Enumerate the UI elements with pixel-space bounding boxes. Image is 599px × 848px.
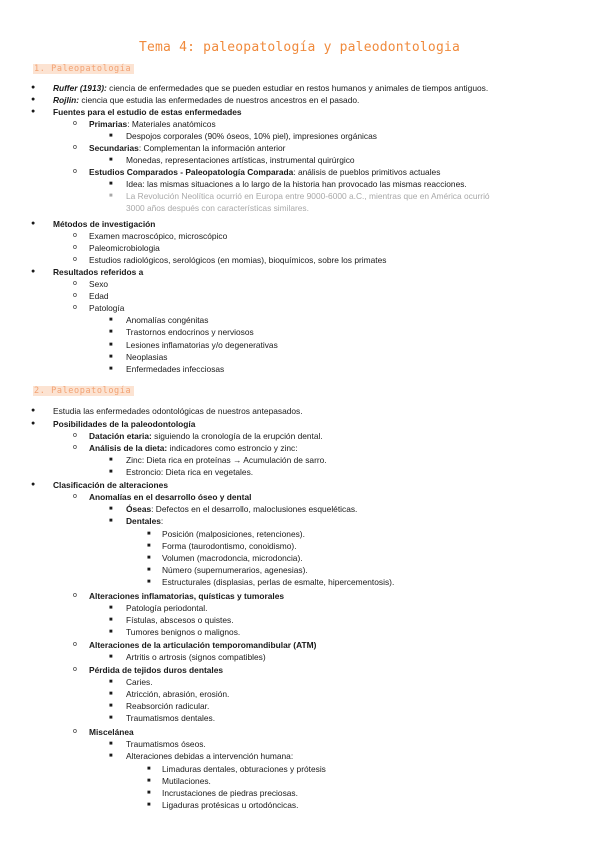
list-item-text: : Defectos en el desarrollo, maloclusiones esqueléticas. <box>151 504 358 514</box>
list-item-level-3 <box>126 154 355 166</box>
bullet-marker: ■ <box>147 555 151 561</box>
bullet-marker: ■ <box>147 531 151 537</box>
list-item-level-3 <box>126 503 357 515</box>
list-item-text: Traumatismos dentales. <box>126 713 216 723</box>
list-item-text: Análisis de la dieta: <box>89 443 168 453</box>
list-item-level-3 <box>126 700 209 712</box>
bullet-marker: ■ <box>147 579 151 585</box>
bullet-marker: o <box>73 232 77 239</box>
bullet-marker: o <box>73 144 77 151</box>
list-item-level-3 <box>126 190 490 202</box>
bullet-marker: o <box>73 641 77 648</box>
bullet-marker: ■ <box>109 366 113 372</box>
list-item-level-1 <box>53 479 168 491</box>
list-item-level-4 <box>162 775 211 787</box>
list-item-level-2 <box>89 430 323 442</box>
list-item-level-3 <box>126 454 327 466</box>
list-item-level-3 <box>126 515 163 527</box>
bullet-marker: ● <box>31 84 36 91</box>
list-item-level-3 <box>126 326 254 338</box>
list-item-text: : Complementan la información anterior <box>138 143 286 153</box>
list-item-level-4 <box>162 787 298 799</box>
list-item-level-4 <box>162 576 394 588</box>
bullet-marker: ■ <box>109 679 113 685</box>
list-item-level-3 <box>126 738 206 750</box>
list-item-text: Paleomicrobiologia <box>89 243 160 253</box>
list-item-text: Lesiones inflamatorias y/o degenerativas <box>126 340 278 350</box>
list-item-text: Primarias <box>89 119 128 129</box>
list-item-level-2 <box>89 664 223 676</box>
list-item-level-2 <box>89 166 440 178</box>
list-item-level-3 <box>126 178 467 190</box>
bullet-marker: ■ <box>109 354 113 360</box>
bullet-marker: ■ <box>109 506 113 512</box>
list-item-text: Ruffer (1913): <box>53 83 107 93</box>
bullet-marker: ■ <box>109 469 113 475</box>
list-item-text: Examen macroscópico, microscópico <box>89 231 228 241</box>
list-item-text: Rojlin: <box>53 95 80 105</box>
bullet-marker: ● <box>31 96 36 103</box>
list-item-text: Patología periodontal. <box>126 603 208 613</box>
list-item-level-2 <box>89 590 284 602</box>
section-number: 1. <box>34 64 46 74</box>
list-item-text: : análisis de pueblos primitivos actuales <box>293 167 441 177</box>
list-item-level-2 <box>89 491 251 503</box>
list-item-level-2 <box>89 726 134 738</box>
list-item-text: Artritis o artrosis (signos compatibles) <box>126 652 266 662</box>
list-item-text: Neoplasias <box>126 352 168 362</box>
bullet-marker: ■ <box>109 691 113 697</box>
section-label: Paleopatología <box>51 386 132 396</box>
list-item-text: Atricción, abrasión, erosión. <box>126 689 230 699</box>
list-item-level-3 <box>126 614 234 626</box>
bullet-marker: ■ <box>109 181 113 187</box>
list-item-level-1 <box>53 106 242 118</box>
list-item-text: Edad <box>89 291 109 301</box>
list-item-text: Clasificación de alteraciones <box>53 480 168 490</box>
list-item-text: Ligaduras protésicas u ortodóncicas. <box>162 800 299 810</box>
list-item-level-3 <box>126 651 266 663</box>
list-item-level-3 <box>126 688 229 700</box>
list-item-text: Datación etaria: <box>89 431 152 441</box>
bullet-marker: o <box>73 244 77 251</box>
list-item-level-1 <box>53 266 143 278</box>
list-item-text: Dentales <box>126 516 161 526</box>
list-item-text: Reabsorción radicular. <box>126 701 210 711</box>
list-item-level-3 <box>126 712 215 724</box>
bullet-marker: o <box>73 292 77 299</box>
list-item-text: Alteraciones debidas a intervención humana: <box>126 751 294 761</box>
list-item-level-2 <box>89 242 160 254</box>
list-item-level-2 <box>89 254 386 266</box>
bullet-marker: ■ <box>109 317 113 323</box>
list-item-level-3 <box>126 676 153 688</box>
bullet-marker: ■ <box>109 329 113 335</box>
list-item-level-1 <box>53 405 303 417</box>
bullet-marker: ● <box>31 268 36 275</box>
list-item-text: Idea: las mismas situaciones a lo largo de la historia han provocado las mismas reacciones. <box>126 179 467 189</box>
list-item-text: siguiendo la cronología de la erupción dental. <box>151 431 323 441</box>
list-item-text: Métodos de investigación <box>53 219 156 229</box>
list-item-level-4 <box>162 564 308 576</box>
list-item-text: 3000 años después con características similares. <box>126 203 309 213</box>
section-label: Paleopatología <box>51 64 132 74</box>
list-item-text: Zinc: Dieta rica en proteínas → Acumulación de sarro. <box>126 455 327 465</box>
bullet-marker: ■ <box>109 457 113 463</box>
list-item-text: Tumores benignos o malignos. <box>126 627 241 637</box>
bullet-marker: ■ <box>109 715 113 721</box>
list-item-level-1 <box>53 418 195 430</box>
list-item-text: Forma (taurodontismo, conoidismo). <box>162 541 297 551</box>
list-item-level-2 <box>89 442 298 454</box>
list-item-level-4 <box>162 540 297 552</box>
list-item-text: Resultados referidos a <box>53 267 144 277</box>
bullet-marker: ● <box>31 420 36 427</box>
list-item-level-3 <box>126 314 208 326</box>
bullet-marker: ■ <box>109 654 113 660</box>
list-item-text: Trastornos endocrinos y nerviosos <box>126 327 254 337</box>
section-heading-2 <box>33 386 134 396</box>
list-item-text: : <box>160 516 164 526</box>
list-item-text: ciencia que estudia las enfermedades de nuestros ancestros en el pasado. <box>79 95 360 105</box>
list-item-text: Fuentes para el estudio de estas enfermedades <box>53 107 242 117</box>
page-title: Tema 4: paleopatología y paleodontologia <box>138 40 461 55</box>
list-item-text: Miscelánea <box>89 727 134 737</box>
list-item-level-3 <box>126 626 240 638</box>
bullet-marker: ● <box>31 108 36 115</box>
bullet-marker: ● <box>31 407 36 414</box>
list-item-level-2 <box>89 118 216 130</box>
bullet-marker: ■ <box>109 157 113 163</box>
list-item-text: Despojos corporales (90% óseos, 10% piel), impresiones orgánicas <box>126 131 377 141</box>
list-item-level-2 <box>89 142 285 154</box>
list-item-level-4 <box>162 552 303 564</box>
list-item-text: Fístulas, abscesos o quistes. <box>126 615 234 625</box>
bullet-marker: o <box>73 304 77 311</box>
list-item-level-3 <box>126 750 293 762</box>
list-item-level-1 <box>53 94 359 106</box>
bullet-marker: o <box>73 120 77 127</box>
list-item-level-1 <box>53 218 155 230</box>
bullet-marker: o <box>73 168 77 175</box>
bullet-marker: ■ <box>109 133 113 139</box>
list-item-text: Estudia las enfermedades odontológicas de nuestros antepasados. <box>53 406 303 416</box>
bullet-marker: o <box>73 444 77 451</box>
list-item-level-3 <box>126 130 377 142</box>
list-item-text: Alteraciones de la articulación temporomandibular (ATM) <box>89 640 317 650</box>
list-item-text: Volumen (macrodoncia, microdoncia). <box>162 553 303 563</box>
list-item-text: Alteraciones inflamatorias, quísticas y tumorales <box>89 591 285 601</box>
list-item-level-3 <box>126 363 224 375</box>
list-item-text: Número (supernumerarios, agenesias). <box>162 565 308 575</box>
list-item-level-3 <box>126 351 167 363</box>
list-item-level-3 <box>126 339 278 351</box>
list-item-text: Limaduras dentales, obturaciones y prótesis <box>162 764 326 774</box>
section-number: 2. <box>34 386 46 396</box>
bullet-marker: o <box>73 256 77 263</box>
list-item-text: Secundarias <box>89 143 139 153</box>
bullet-marker: o <box>73 280 77 287</box>
list-item-text: indicadores como estroncio y zinc: <box>167 443 298 453</box>
list-item-text: Caries. <box>126 677 153 687</box>
bullet-marker: ■ <box>109 617 113 623</box>
bullet-marker: o <box>73 728 77 735</box>
list-item-level-2 <box>89 290 109 302</box>
section-heading-1 <box>33 64 134 74</box>
list-item-level-2 <box>89 278 108 290</box>
list-item-level-2 <box>89 639 316 651</box>
list-item-text: Enfermedades infecciosas <box>126 364 225 374</box>
list-item-level-2 <box>89 230 227 242</box>
bullet-marker: ■ <box>109 703 113 709</box>
list-item-text: Estudios radiológicos, serológicos (en momias), bioquímicos, sobre los primates <box>89 255 387 265</box>
list-item-text: Anomalías congénitas <box>126 315 209 325</box>
list-item-level-1 <box>53 82 488 94</box>
bullet-marker: ■ <box>147 567 151 573</box>
list-item-text: La Revolución Neolítica ocurrió en Europa entre 9000-6000 a.C., mientras que en América ocurrió <box>126 191 490 201</box>
bullet-marker: ■ <box>109 753 113 759</box>
list-item-text: Sexo <box>89 279 109 289</box>
list-item-text: ciencia de enfermedades que se pueden estudiar en restos humanos y animales de tiempos antiguos. <box>106 83 489 93</box>
bullet-marker: ■ <box>147 778 151 784</box>
list-item-text: Incrustaciones de piedras preciosas. <box>162 788 298 798</box>
bullet-marker: ■ <box>147 766 151 772</box>
list-item-level-3 <box>126 602 208 614</box>
list-item-level-3 <box>126 466 253 478</box>
bullet-marker: o <box>73 432 77 439</box>
bullet-marker: ■ <box>109 518 113 524</box>
list-item-text: Óseas <box>126 504 152 514</box>
bullet-marker: ■ <box>109 342 113 348</box>
bullet-marker: ■ <box>147 543 151 549</box>
list-item-text: Estructurales (displasias, perlas de esmalte, hipercementosis). <box>162 577 395 587</box>
list-item-text: Mutilaciones. <box>162 776 211 786</box>
list-item-level-2 <box>89 302 124 314</box>
bullet-marker: ■ <box>109 193 113 199</box>
list-item-level-4 <box>162 528 305 540</box>
list-item-level-4 <box>162 799 298 811</box>
bullet-marker: ■ <box>147 802 151 808</box>
list-item-text: Posibilidades de la paleodontología <box>53 419 196 429</box>
bullet-marker: ■ <box>109 605 113 611</box>
list-item-text: Anomalías en el desarrollo óseo y dental <box>89 492 252 502</box>
list-item-text: Monedas, representaciones artísticas, instrumental quirúrgico <box>126 155 355 165</box>
list-item-text: Estudios Comparados - Paleopatología Comparada <box>89 167 294 177</box>
list-item-text: Traumatismos óseos. <box>126 739 206 749</box>
bullet-marker: ● <box>31 481 36 488</box>
bullet-marker: o <box>73 493 77 500</box>
bullet-marker: o <box>73 592 77 599</box>
bullet-marker: ■ <box>147 790 151 796</box>
list-item-text: : Materiales anatómicos <box>127 119 216 129</box>
bullet-marker: ■ <box>109 629 113 635</box>
bullet-marker: ■ <box>109 741 113 747</box>
list-item-text: Posición (malposiciones, retenciones). <box>162 529 305 539</box>
bullet-marker: ● <box>31 220 36 227</box>
list-item-text: Pérdida de tejidos duros dentales <box>89 665 224 675</box>
list-item-level-4 <box>162 763 326 775</box>
list-item-text: Estroncio: Dieta rica en vegetales. <box>126 467 254 477</box>
list-item-text: Patología <box>89 303 125 313</box>
list-item-level-3 <box>126 202 309 214</box>
bullet-marker: o <box>73 666 77 673</box>
